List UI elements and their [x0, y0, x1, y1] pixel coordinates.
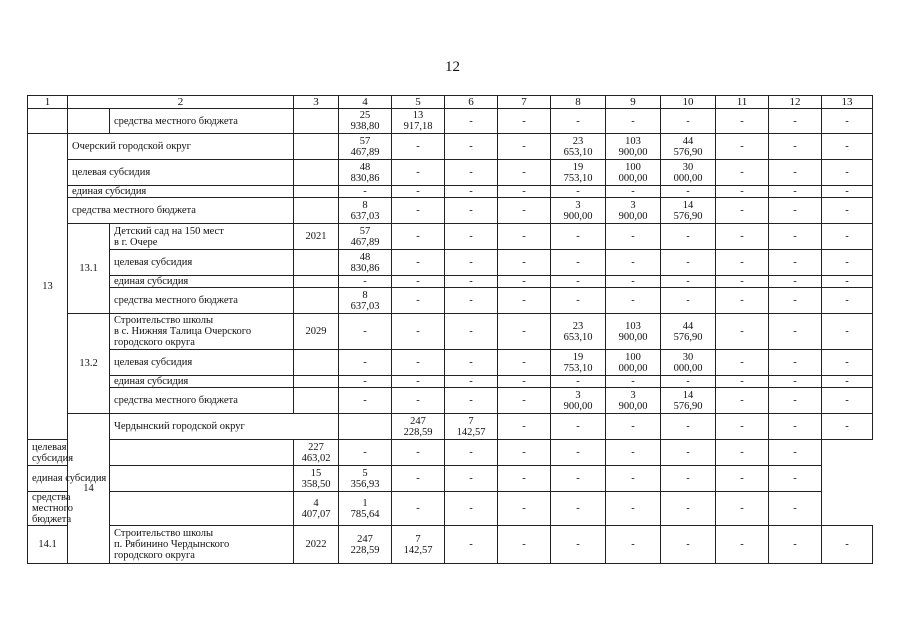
value-cell: - — [716, 276, 769, 288]
project-name: Детский сад на 150 мест в г. Очере — [110, 224, 294, 250]
value-cell: - — [445, 288, 498, 314]
table-cell — [294, 109, 339, 134]
value-cell: - — [661, 466, 716, 492]
value-cell: - — [551, 224, 606, 250]
table-cell — [294, 376, 339, 388]
value-cell: - — [822, 288, 873, 314]
value-cell: - — [339, 440, 392, 466]
project-year: 2022 — [294, 526, 339, 564]
value-cell: - — [716, 288, 769, 314]
page-number: 12 — [445, 59, 460, 75]
value-cell: - — [716, 224, 769, 250]
value-cell: 30 000,00 — [661, 350, 716, 376]
table-cell — [294, 288, 339, 314]
value-cell: - — [822, 414, 873, 440]
value-cell: - — [445, 350, 498, 376]
row-label: средства местного бюджета — [110, 388, 294, 414]
district-name: Очерский городской округ — [68, 134, 294, 160]
value-cell: - — [769, 350, 822, 376]
value-cell: 57 467,89 — [339, 224, 392, 250]
value-cell: - — [769, 109, 822, 134]
value-cell: - — [716, 350, 769, 376]
value-cell: - — [392, 288, 445, 314]
value-cell: - — [716, 388, 769, 414]
project-number: 14.1 — [28, 526, 68, 564]
table-row — [28, 350, 873, 376]
value-cell: - — [716, 492, 769, 526]
row-label: целевая субсидия — [110, 350, 294, 376]
value-cell: - — [606, 526, 661, 564]
value-cell: 19 753,10 — [551, 350, 606, 376]
header-cell: 1 — [28, 96, 68, 109]
table-cell — [294, 134, 339, 160]
value-cell: - — [445, 109, 498, 134]
value-cell: - — [551, 526, 606, 564]
value-cell: - — [445, 134, 498, 160]
value-cell: - — [339, 376, 392, 388]
value-cell: 48 830,86 — [339, 250, 392, 276]
value-cell: - — [822, 250, 873, 276]
value-cell: - — [661, 250, 716, 276]
value-cell: - — [822, 376, 873, 388]
value-cell: 100 000,00 — [606, 350, 661, 376]
header-cell: 11 — [716, 96, 769, 109]
table-cell — [294, 276, 339, 288]
value-cell: - — [392, 186, 445, 198]
table-row — [28, 440, 873, 466]
value-cell: - — [606, 276, 661, 288]
table-row — [28, 224, 873, 250]
value-cell: - — [551, 276, 606, 288]
value-cell: - — [606, 466, 661, 492]
value-cell: - — [769, 526, 822, 564]
table-cell — [28, 109, 68, 134]
value-cell: - — [606, 440, 661, 466]
value-cell: - — [498, 276, 551, 288]
value-cell: - — [445, 314, 498, 350]
value-cell: 13 917,18 — [392, 109, 445, 134]
table-cell — [294, 388, 339, 414]
value-cell: - — [445, 526, 498, 564]
value-cell: - — [661, 376, 716, 388]
value-cell: 103 900,00 — [606, 134, 661, 160]
row-label: средства местного бюджета — [68, 198, 294, 224]
value-cell: - — [769, 250, 822, 276]
value-cell: - — [716, 376, 769, 388]
value-cell: 30 000,00 — [661, 160, 716, 186]
value-cell: - — [498, 198, 551, 224]
value-cell: 19 753,10 — [551, 160, 606, 186]
value-cell: - — [822, 224, 873, 250]
value-cell: - — [769, 288, 822, 314]
header-cell: 5 — [392, 96, 445, 109]
value-cell: 3 900,00 — [606, 388, 661, 414]
value-cell: - — [769, 276, 822, 288]
table-row — [28, 198, 873, 224]
table-row — [28, 376, 873, 388]
value-cell: - — [445, 492, 498, 526]
row-label: единая субсидия — [28, 466, 110, 492]
header-cell: 8 — [551, 96, 606, 109]
value-cell: - — [498, 314, 551, 350]
value-cell: - — [551, 288, 606, 314]
section-number: 14 — [68, 414, 110, 564]
table-row — [28, 109, 873, 134]
value-cell: - — [551, 109, 606, 134]
table-cell — [110, 492, 294, 526]
table-row — [28, 492, 873, 526]
value-cell: - — [498, 492, 551, 526]
value-cell: - — [392, 198, 445, 224]
value-cell: - — [498, 186, 551, 198]
value-cell: - — [822, 388, 873, 414]
value-cell: - — [606, 186, 661, 198]
row-label: единая субсидия — [110, 376, 294, 388]
value-cell: - — [822, 276, 873, 288]
table-header-row — [28, 96, 873, 109]
value-cell: - — [498, 526, 551, 564]
header-cell: 6 — [445, 96, 498, 109]
value-cell: - — [769, 160, 822, 186]
value-cell: - — [716, 160, 769, 186]
value-cell: - — [551, 466, 606, 492]
value-cell: - — [445, 224, 498, 250]
table-row — [28, 288, 873, 314]
value-cell: 14 576,90 — [661, 388, 716, 414]
value-cell: 4 407,07 — [294, 492, 339, 526]
table-row — [28, 250, 873, 276]
value-cell: - — [551, 440, 606, 466]
value-cell: 57 467,89 — [339, 134, 392, 160]
value-cell: - — [392, 388, 445, 414]
table-cell — [294, 198, 339, 224]
row-label: единая субсидия — [110, 276, 294, 288]
value-cell: - — [498, 440, 551, 466]
value-cell: - — [392, 440, 445, 466]
value-cell: - — [392, 134, 445, 160]
row-label: средства местного бюджета — [28, 492, 110, 526]
value-cell: - — [822, 109, 873, 134]
value-cell: - — [769, 186, 822, 198]
table-cell — [294, 250, 339, 276]
value-cell: - — [661, 526, 716, 564]
value-cell: - — [551, 492, 606, 526]
table-row — [28, 466, 873, 492]
value-cell: - — [606, 376, 661, 388]
value-cell: 1 785,64 — [339, 492, 392, 526]
table-cell — [294, 186, 339, 198]
value-cell: - — [392, 250, 445, 276]
value-cell: 3 900,00 — [551, 198, 606, 224]
table-row — [28, 186, 873, 198]
value-cell: - — [661, 276, 716, 288]
value-cell: - — [716, 109, 769, 134]
value-cell: - — [822, 314, 873, 350]
header-cell: 13 — [822, 96, 873, 109]
table-cell — [68, 109, 110, 134]
value-cell: 7 142,57 — [445, 414, 498, 440]
value-cell: - — [716, 314, 769, 350]
table-cell — [110, 466, 294, 492]
value-cell: - — [716, 440, 769, 466]
value-cell: - — [822, 186, 873, 198]
value-cell: - — [716, 186, 769, 198]
table-cell — [339, 414, 392, 440]
value-cell: - — [392, 492, 445, 526]
value-cell: 247 228,59 — [339, 526, 392, 564]
value-cell: - — [822, 350, 873, 376]
value-cell: - — [822, 160, 873, 186]
value-cell: 44 576,90 — [661, 134, 716, 160]
table-row — [28, 134, 873, 160]
value-cell: - — [498, 134, 551, 160]
value-cell: - — [392, 466, 445, 492]
value-cell: - — [392, 160, 445, 186]
table-cell — [294, 350, 339, 376]
value-cell: - — [606, 414, 661, 440]
value-cell: - — [661, 224, 716, 250]
value-cell: - — [769, 492, 822, 526]
project-year: 2021 — [294, 224, 339, 250]
budget-table — [27, 95, 873, 564]
value-cell: 23 653,10 — [551, 134, 606, 160]
value-cell: 8 637,03 — [339, 198, 392, 224]
value-cell: 3 900,00 — [551, 388, 606, 414]
value-cell: 103 900,00 — [606, 314, 661, 350]
value-cell: - — [769, 388, 822, 414]
value-cell: - — [498, 224, 551, 250]
value-cell: - — [498, 160, 551, 186]
table-row — [28, 276, 873, 288]
table-cell — [294, 160, 339, 186]
value-cell: - — [445, 466, 498, 492]
value-cell: 25 938,80 — [339, 109, 392, 134]
value-cell: - — [769, 414, 822, 440]
value-cell: - — [716, 414, 769, 440]
value-cell: 100 000,00 — [606, 160, 661, 186]
row-label: целевая субсидия — [110, 250, 294, 276]
value-cell: - — [769, 198, 822, 224]
value-cell: - — [716, 526, 769, 564]
value-cell: 48 830,86 — [339, 160, 392, 186]
value-cell: - — [392, 376, 445, 388]
value-cell: - — [498, 288, 551, 314]
header-cell: 10 — [661, 96, 716, 109]
value-cell: - — [392, 350, 445, 376]
value-cell: - — [822, 134, 873, 160]
value-cell: 8 637,03 — [339, 288, 392, 314]
value-cell: - — [769, 224, 822, 250]
value-cell: - — [498, 414, 551, 440]
value-cell: - — [392, 314, 445, 350]
value-cell: - — [716, 134, 769, 160]
value-cell: - — [769, 376, 822, 388]
value-cell: 247 228,59 — [392, 414, 445, 440]
value-cell: 14 576,90 — [661, 198, 716, 224]
value-cell: - — [392, 224, 445, 250]
value-cell: 15 358,50 — [294, 466, 339, 492]
value-cell: - — [606, 109, 661, 134]
value-cell: - — [498, 376, 551, 388]
value-cell: - — [661, 109, 716, 134]
value-cell: - — [498, 350, 551, 376]
table-row — [28, 388, 873, 414]
value-cell: - — [606, 288, 661, 314]
value-cell: - — [661, 440, 716, 466]
value-cell: - — [445, 276, 498, 288]
value-cell: - — [551, 250, 606, 276]
header-cell: 7 — [498, 96, 551, 109]
project-number: 13.1 — [68, 224, 110, 314]
value-cell: - — [498, 466, 551, 492]
value-cell: - — [445, 250, 498, 276]
table-row — [28, 160, 873, 186]
value-cell: 23 653,10 — [551, 314, 606, 350]
row-label: целевая субсидия — [28, 440, 110, 466]
project-year: 2029 — [294, 314, 339, 350]
row-label: средства местного бюджета — [110, 109, 294, 134]
value-cell: - — [661, 186, 716, 198]
project-number: 13.2 — [68, 314, 110, 414]
header-cell: 2 — [68, 96, 294, 109]
header-cell: 12 — [769, 96, 822, 109]
table-row — [28, 314, 873, 350]
value-cell: - — [445, 376, 498, 388]
value-cell: - — [822, 198, 873, 224]
value-cell: - — [339, 186, 392, 198]
value-cell: - — [769, 134, 822, 160]
value-cell: 227 463,02 — [294, 440, 339, 466]
value-cell: - — [551, 186, 606, 198]
table-row — [28, 414, 873, 440]
row-label: единая субсидия — [68, 186, 294, 198]
project-name: Строительство школы п. Рябинино Чердынского городского округа — [110, 526, 294, 564]
value-cell: - — [498, 388, 551, 414]
value-cell: - — [661, 288, 716, 314]
value-cell: - — [716, 466, 769, 492]
value-cell: - — [769, 440, 822, 466]
value-cell: 44 576,90 — [661, 314, 716, 350]
table-cell — [110, 440, 294, 466]
value-cell: - — [339, 314, 392, 350]
section-number: 13 — [28, 134, 68, 440]
value-cell: - — [661, 492, 716, 526]
value-cell: - — [339, 276, 392, 288]
value-cell: 3 900,00 — [606, 198, 661, 224]
value-cell: - — [498, 109, 551, 134]
district-name: Чердынский городской округ — [110, 414, 339, 440]
value-cell: - — [551, 414, 606, 440]
value-cell: - — [551, 376, 606, 388]
value-cell: - — [716, 198, 769, 224]
value-cell: - — [822, 526, 873, 564]
header-cell: 9 — [606, 96, 661, 109]
row-label: целевая субсидия — [68, 160, 294, 186]
value-cell: - — [445, 440, 498, 466]
value-cell: - — [445, 186, 498, 198]
value-cell: 5 356,93 — [339, 466, 392, 492]
value-cell: - — [769, 314, 822, 350]
value-cell: - — [606, 224, 661, 250]
value-cell: - — [716, 250, 769, 276]
value-cell: - — [392, 276, 445, 288]
value-cell: - — [445, 198, 498, 224]
value-cell: - — [606, 492, 661, 526]
value-cell: - — [339, 350, 392, 376]
value-cell: - — [445, 388, 498, 414]
value-cell: - — [498, 250, 551, 276]
header-cell: 4 — [339, 96, 392, 109]
value-cell: - — [445, 160, 498, 186]
table-row — [28, 526, 873, 564]
row-label: средства местного бюджета — [110, 288, 294, 314]
project-name: Строительство школы в с. Нижняя Талица Очерского городского округа — [110, 314, 294, 350]
value-cell: 7 142,57 — [392, 526, 445, 564]
value-cell: - — [769, 466, 822, 492]
value-cell: - — [661, 414, 716, 440]
header-cell: 3 — [294, 96, 339, 109]
value-cell: - — [339, 388, 392, 414]
value-cell: - — [606, 250, 661, 276]
